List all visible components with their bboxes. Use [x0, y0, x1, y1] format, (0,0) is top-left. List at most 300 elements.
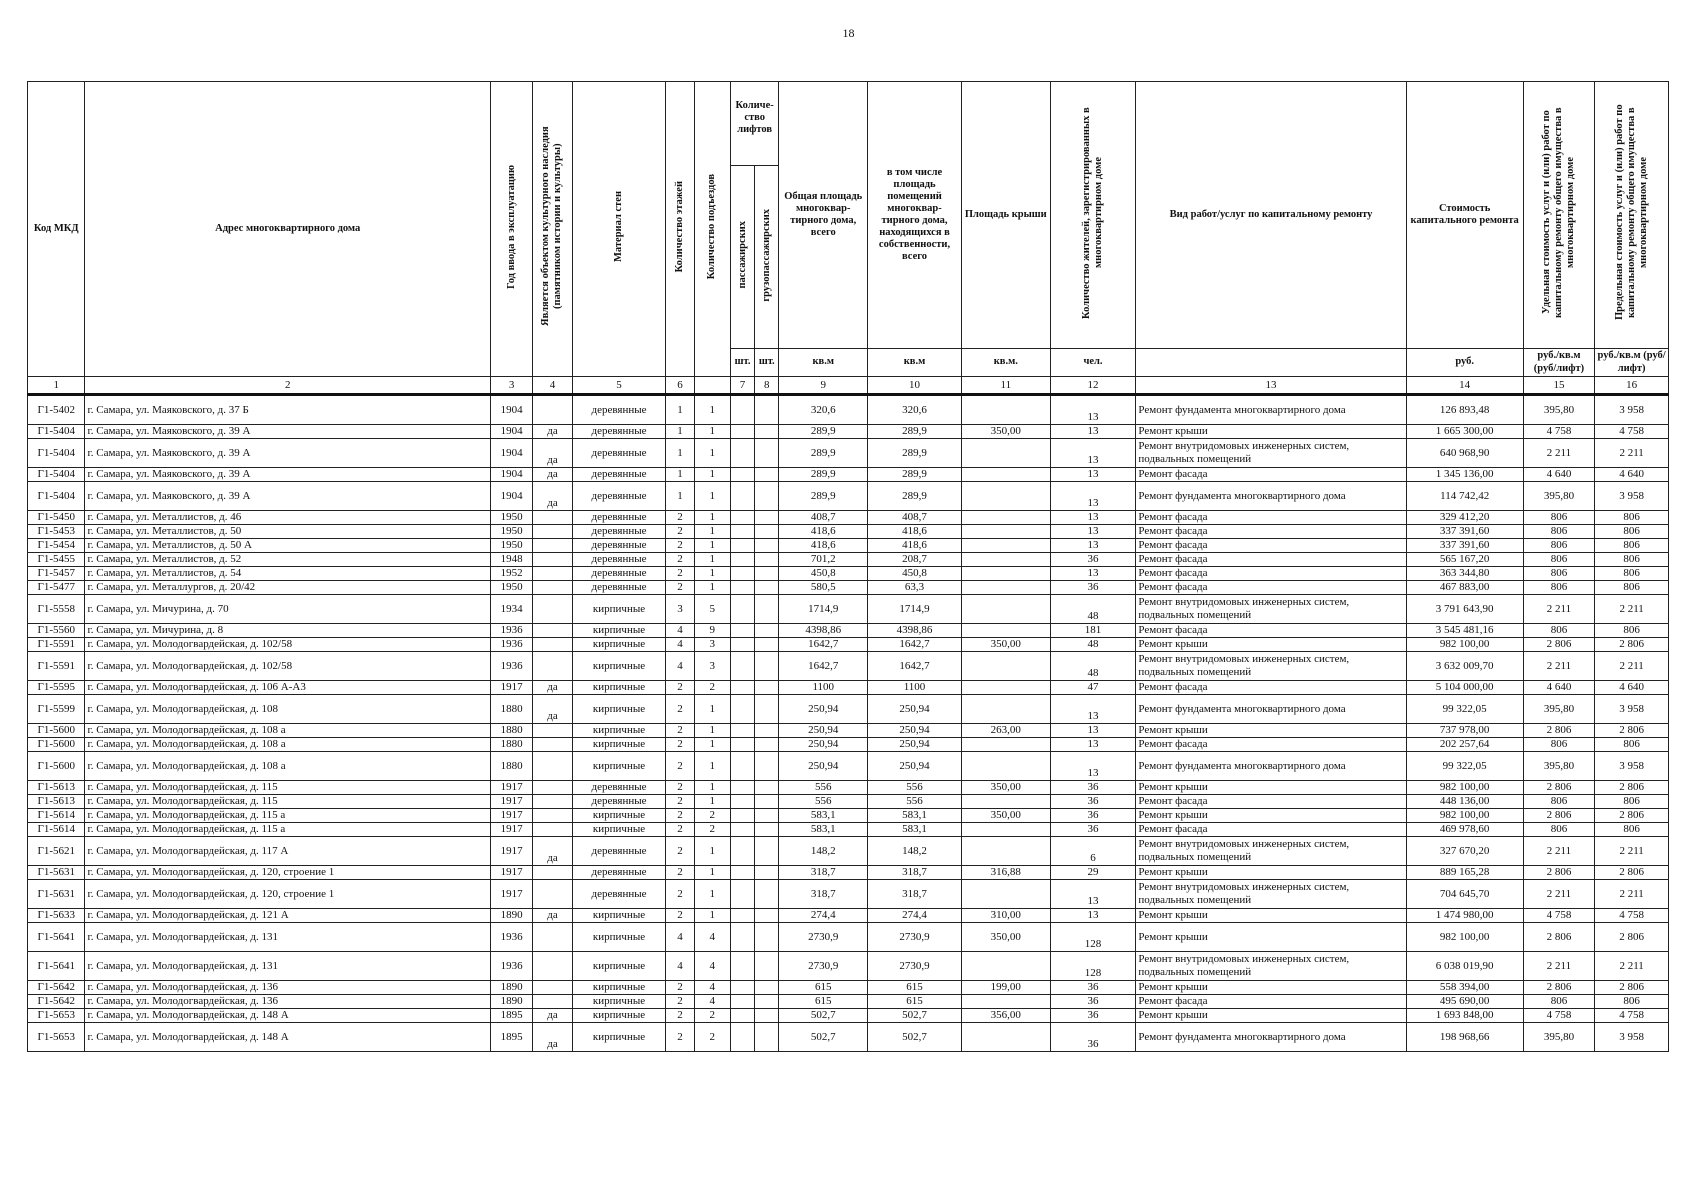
- cell-residents: 13: [1050, 752, 1136, 781]
- cell-address: г. Самара, ул. Маяковского, д. 37 Б: [85, 395, 490, 425]
- cell-roof-area: [961, 952, 1050, 981]
- cell-owned-area: 615: [868, 995, 962, 1009]
- cell-owned-area: 1714,9: [868, 595, 962, 624]
- cell-floors: 4: [666, 638, 694, 652]
- cell-code: Г1-5641: [28, 923, 85, 952]
- cell-lifts-passenger: [730, 823, 754, 837]
- cell-total-area: 502,7: [779, 1023, 868, 1052]
- cell-material: деревянные: [572, 553, 666, 567]
- cell-total-area: 250,94: [779, 724, 868, 738]
- table-row: [28, 809, 1669, 823]
- table-row: [28, 909, 1669, 923]
- cell-lifts-passenger: [730, 1023, 754, 1052]
- cell-entrances: 4: [694, 995, 730, 1009]
- cell-max-cost: 2 211: [1595, 880, 1669, 909]
- cell-address: г. Самара, ул. Металлургов, д. 20/42: [85, 581, 490, 595]
- column-number: 9: [779, 377, 868, 395]
- cell-lifts-cargo: [755, 995, 779, 1009]
- cell-lifts-passenger: [730, 624, 754, 638]
- cell-max-cost: 2 211: [1595, 595, 1669, 624]
- cell-address: г. Самара, ул. Молодогвардейская, д. 136: [85, 981, 490, 995]
- cell-roof-area: [961, 439, 1050, 468]
- cell-roof-area: [961, 624, 1050, 638]
- cell-year: 1936: [490, 624, 532, 638]
- cell-residents: 29: [1050, 866, 1136, 880]
- cell-heritage: [533, 595, 572, 624]
- cell-owned-area: 615: [868, 981, 962, 995]
- cell-owned-area: 320,6: [868, 395, 962, 425]
- cell-total-area: 289,9: [779, 439, 868, 468]
- cell-roof-area: [961, 837, 1050, 866]
- cell-cost: 337 391,60: [1406, 539, 1523, 553]
- cell-owned-area: 289,9: [868, 439, 962, 468]
- cell-total-area: 615: [779, 981, 868, 995]
- cell-address: г. Самара, ул. Молодогвардейская, д. 102/58: [85, 652, 490, 681]
- cell-entrances: 9: [694, 624, 730, 638]
- cell-heritage: да: [533, 425, 572, 439]
- unit-unit-cost: руб./кв.м (руб/лифт): [1523, 349, 1595, 377]
- cell-address: г. Самара, ул. Маяковского, д. 39 А: [85, 468, 490, 482]
- cell-year: 1952: [490, 567, 532, 581]
- cell-lifts-passenger: [730, 395, 754, 425]
- cell-lifts-passenger: [730, 567, 754, 581]
- cell-residents: 13: [1050, 439, 1136, 468]
- cell-unit-cost: 806: [1523, 823, 1595, 837]
- cell-address: г. Самара, ул. Молодогвардейская, д. 108 а: [85, 724, 490, 738]
- cell-heritage: [533, 539, 572, 553]
- cell-cost: 114 742,42: [1406, 482, 1523, 511]
- cell-roof-area: 263,00: [961, 724, 1050, 738]
- column-number: 12: [1050, 377, 1136, 395]
- cell-total-area: 2730,9: [779, 923, 868, 952]
- cell-max-cost: 2 211: [1595, 439, 1669, 468]
- cell-owned-area: 274,4: [868, 909, 962, 923]
- capital-repair-table: [27, 81, 1669, 1052]
- cell-owned-area: 318,7: [868, 866, 962, 880]
- cell-owned-area: 1642,7: [868, 652, 962, 681]
- cell-address: г. Самара, ул. Мичурина, д. 8: [85, 624, 490, 638]
- cell-total-area: 583,1: [779, 823, 868, 837]
- cell-year: 1895: [490, 1009, 532, 1023]
- cell-floors: 1: [666, 468, 694, 482]
- cell-floors: 2: [666, 880, 694, 909]
- cell-work-type: Ремонт фасада: [1136, 738, 1406, 752]
- cell-code: Г1-5642: [28, 981, 85, 995]
- cell-lifts-cargo: [755, 468, 779, 482]
- cell-total-area: 408,7: [779, 511, 868, 525]
- cell-residents: 36: [1050, 981, 1136, 995]
- cell-lifts-passenger: [730, 525, 754, 539]
- cell-cost: 704 645,70: [1406, 880, 1523, 909]
- cell-max-cost: 2 211: [1595, 837, 1669, 866]
- cell-code: Г1-5453: [28, 525, 85, 539]
- cell-unit-cost: 2 211: [1523, 837, 1595, 866]
- cell-work-type: Ремонт внутридомовых инженерных систем, подвальных помещений: [1136, 880, 1406, 909]
- cell-cost: 737 978,00: [1406, 724, 1523, 738]
- cell-code: Г1-5404: [28, 425, 85, 439]
- cell-work-type: Ремонт фасада: [1136, 795, 1406, 809]
- cell-max-cost: 2 806: [1595, 809, 1669, 823]
- column-number: 13: [1136, 377, 1406, 395]
- cell-year: 1890: [490, 981, 532, 995]
- unit-lifts-pcs-1: шт.: [730, 349, 754, 377]
- cell-material: кирпичные: [572, 695, 666, 724]
- cell-total-area: 580,5: [779, 581, 868, 595]
- cell-address: г. Самара, ул. Молодогвардейская, д. 148 А: [85, 1009, 490, 1023]
- cell-unit-cost: 2 806: [1523, 866, 1595, 880]
- cell-total-area: 289,9: [779, 482, 868, 511]
- cell-material: деревянные: [572, 539, 666, 553]
- cell-entrances: 2: [694, 681, 730, 695]
- table-row: [28, 823, 1669, 837]
- cell-entrances: 3: [694, 652, 730, 681]
- cell-year: 1880: [490, 695, 532, 724]
- cell-material: деревянные: [572, 511, 666, 525]
- cell-total-area: 502,7: [779, 1009, 868, 1023]
- cell-total-area: 1642,7: [779, 638, 868, 652]
- cell-owned-area: 289,9: [868, 482, 962, 511]
- cell-year: 1904: [490, 468, 532, 482]
- cell-lifts-cargo: [755, 553, 779, 567]
- cell-lifts-passenger: [730, 638, 754, 652]
- cell-owned-area: 2730,9: [868, 923, 962, 952]
- cell-year: 1904: [490, 425, 532, 439]
- cell-lifts-passenger: [730, 581, 754, 595]
- unit-max-cost: руб./кв.м (руб/лифт): [1595, 349, 1669, 377]
- cell-heritage: [533, 866, 572, 880]
- cell-floors: 2: [666, 567, 694, 581]
- cell-lifts-passenger: [730, 909, 754, 923]
- cell-code: Г1-5402: [28, 395, 85, 425]
- cell-roof-area: [961, 823, 1050, 837]
- table-row: [28, 724, 1669, 738]
- cell-heritage: [533, 880, 572, 909]
- cell-owned-area: 289,9: [868, 425, 962, 439]
- cell-lifts-cargo: [755, 567, 779, 581]
- cell-unit-cost: 395,80: [1523, 752, 1595, 781]
- cell-work-type: Ремонт фасада: [1136, 511, 1406, 525]
- cell-lifts-cargo: [755, 581, 779, 595]
- cell-heritage: да: [533, 468, 572, 482]
- table-row: [28, 752, 1669, 781]
- cell-address: г. Самара, ул. Металлистов, д. 46: [85, 511, 490, 525]
- cell-address: г. Самара, ул. Маяковского, д. 39 А: [85, 482, 490, 511]
- cell-floors: 2: [666, 823, 694, 837]
- cell-heritage: [533, 823, 572, 837]
- cell-lifts-passenger: [730, 809, 754, 823]
- cell-unit-cost: 395,80: [1523, 482, 1595, 511]
- cell-code: Г1-5595: [28, 681, 85, 695]
- header-work-type: Вид работ/услуг по капитальному ремонту: [1136, 82, 1406, 349]
- cell-code: Г1-5642: [28, 995, 85, 1009]
- table-row: [28, 511, 1669, 525]
- cell-entrances: 2: [694, 1009, 730, 1023]
- cell-address: г. Самара, ул. Молодогвардейская, д. 131: [85, 952, 490, 981]
- cell-material: кирпичные: [572, 909, 666, 923]
- cell-lifts-cargo: [755, 909, 779, 923]
- cell-residents: 48: [1050, 595, 1136, 624]
- cell-floors: 2: [666, 995, 694, 1009]
- cell-material: деревянные: [572, 781, 666, 795]
- unit-lifts-pcs-2: шт.: [755, 349, 779, 377]
- cell-material: деревянные: [572, 439, 666, 468]
- table-row: [28, 525, 1669, 539]
- cell-code: Г1-5477: [28, 581, 85, 595]
- cell-heritage: [533, 395, 572, 425]
- table-row: [28, 1023, 1669, 1052]
- cell-owned-area: 63,3: [868, 581, 962, 595]
- cell-roof-area: [961, 695, 1050, 724]
- cell-max-cost: 2 806: [1595, 866, 1669, 880]
- cell-material: кирпичные: [572, 624, 666, 638]
- cell-total-area: 250,94: [779, 738, 868, 752]
- cell-residents: 13: [1050, 468, 1136, 482]
- cell-lifts-passenger: [730, 923, 754, 952]
- cell-total-area: 289,9: [779, 425, 868, 439]
- cell-owned-area: 450,8: [868, 567, 962, 581]
- cell-cost: 1 665 300,00: [1406, 425, 1523, 439]
- cell-roof-area: [961, 511, 1050, 525]
- cell-entrances: 1: [694, 880, 730, 909]
- cell-work-type: Ремонт крыши: [1136, 866, 1406, 880]
- cell-lifts-cargo: [755, 511, 779, 525]
- column-number: 4: [533, 377, 572, 395]
- cell-total-area: 1100: [779, 681, 868, 695]
- cell-lifts-cargo: [755, 880, 779, 909]
- cell-lifts-cargo: [755, 1023, 779, 1052]
- cell-residents: 36: [1050, 1009, 1136, 1023]
- cell-lifts-cargo: [755, 923, 779, 952]
- cell-unit-cost: 2 211: [1523, 595, 1595, 624]
- cell-lifts-passenger: [730, 981, 754, 995]
- header-unit-cost: Удельная стоимость услуг и (или) работ по капитальному ремонту общего имущества в многоквартирном доме: [1523, 82, 1595, 349]
- cell-unit-cost: 2 806: [1523, 724, 1595, 738]
- cell-address: г. Самара, ул. Молодогвардейская, д. 108: [85, 695, 490, 724]
- cell-total-area: 148,2: [779, 837, 868, 866]
- cell-floors: 2: [666, 795, 694, 809]
- cell-unit-cost: 806: [1523, 553, 1595, 567]
- cell-code: Г1-5591: [28, 638, 85, 652]
- cell-cost: 198 968,66: [1406, 1023, 1523, 1052]
- cell-floors: 2: [666, 837, 694, 866]
- cell-unit-cost: 806: [1523, 624, 1595, 638]
- cell-code: Г1-5633: [28, 909, 85, 923]
- cell-owned-area: 148,2: [868, 837, 962, 866]
- cell-unit-cost: 806: [1523, 995, 1595, 1009]
- table-row: [28, 880, 1669, 909]
- cell-roof-area: 199,00: [961, 981, 1050, 995]
- cell-material: кирпичные: [572, 738, 666, 752]
- cell-cost: 982 100,00: [1406, 638, 1523, 652]
- cell-max-cost: 3 958: [1595, 752, 1669, 781]
- cell-work-type: Ремонт фундамента многоквартирного дома: [1136, 695, 1406, 724]
- cell-entrances: 1: [694, 553, 730, 567]
- cell-code: Г1-5621: [28, 837, 85, 866]
- cell-code: Г1-5455: [28, 553, 85, 567]
- cell-residents: 47: [1050, 681, 1136, 695]
- cell-lifts-passenger: [730, 511, 754, 525]
- unit-work-type-empty: [1136, 349, 1406, 377]
- cell-owned-area: 408,7: [868, 511, 962, 525]
- header-max-cost: Предельная стоимость услуг и (или) работ по капитальному ремонту общего имущества в многоквартирном доме: [1595, 82, 1669, 349]
- cell-code: Г1-5600: [28, 738, 85, 752]
- cell-work-type: Ремонт крыши: [1136, 809, 1406, 823]
- cell-entrances: 1: [694, 781, 730, 795]
- cell-unit-cost: 2 211: [1523, 952, 1595, 981]
- table-body: [28, 395, 1669, 1052]
- cell-residents: 13: [1050, 880, 1136, 909]
- table-row: [28, 439, 1669, 468]
- cell-residents: 128: [1050, 923, 1136, 952]
- cell-lifts-cargo: [755, 952, 779, 981]
- cell-material: деревянные: [572, 581, 666, 595]
- cell-floors: 2: [666, 781, 694, 795]
- cell-heritage: [533, 511, 572, 525]
- cell-roof-area: [961, 595, 1050, 624]
- cell-floors: 2: [666, 681, 694, 695]
- cell-heritage: [533, 525, 572, 539]
- cell-floors: 3: [666, 595, 694, 624]
- cell-owned-area: 418,6: [868, 539, 962, 553]
- cell-lifts-cargo: [755, 752, 779, 781]
- cell-unit-cost: 806: [1523, 581, 1595, 595]
- cell-address: г. Самара, ул. Маяковского, д. 39 А: [85, 425, 490, 439]
- cell-entrances: 1: [694, 525, 730, 539]
- cell-lifts-cargo: [755, 595, 779, 624]
- cell-total-area: 418,6: [779, 525, 868, 539]
- cell-roof-area: [961, 525, 1050, 539]
- cell-year: 1950: [490, 511, 532, 525]
- cell-lifts-passenger: [730, 795, 754, 809]
- cell-lifts-passenger: [730, 866, 754, 880]
- table-row: [28, 981, 1669, 995]
- cell-year: 1895: [490, 1023, 532, 1052]
- cell-year: 1917: [490, 681, 532, 695]
- cell-code: Г1-5591: [28, 652, 85, 681]
- cell-roof-area: [961, 581, 1050, 595]
- cell-material: кирпичные: [572, 1023, 666, 1052]
- cell-residents: 13: [1050, 525, 1136, 539]
- cell-heritage: да: [533, 1023, 572, 1052]
- cell-heritage: да: [533, 837, 572, 866]
- cell-entrances: 4: [694, 981, 730, 995]
- header-roof-area: Площадь крыши: [961, 82, 1050, 349]
- cell-total-area: 1714,9: [779, 595, 868, 624]
- header-entrances: Количество подъездов: [694, 82, 730, 377]
- table-row: [28, 425, 1669, 439]
- cell-unit-cost: 395,80: [1523, 695, 1595, 724]
- cell-owned-area: 556: [868, 795, 962, 809]
- cell-residents: 36: [1050, 581, 1136, 595]
- cell-max-cost: 806: [1595, 525, 1669, 539]
- cell-floors: 1: [666, 425, 694, 439]
- cell-address: г. Самара, ул. Молодогвардейская, д. 120, строение 1: [85, 880, 490, 909]
- cell-max-cost: 2 211: [1595, 652, 1669, 681]
- cell-roof-area: [961, 752, 1050, 781]
- cell-owned-area: 318,7: [868, 880, 962, 909]
- table-row: [28, 553, 1669, 567]
- cell-lifts-cargo: [755, 539, 779, 553]
- cell-year: 1904: [490, 439, 532, 468]
- cell-owned-area: 418,6: [868, 525, 962, 539]
- unit-total-area: кв.м: [779, 349, 868, 377]
- cell-cost: 982 100,00: [1406, 923, 1523, 952]
- cell-total-area: 450,8: [779, 567, 868, 581]
- cell-work-type: Ремонт крыши: [1136, 724, 1406, 738]
- cell-total-area: 289,9: [779, 468, 868, 482]
- cell-work-type: Ремонт фасада: [1136, 624, 1406, 638]
- header-lifts: Количе-ство лифтов: [730, 82, 778, 166]
- cell-lifts-cargo: [755, 439, 779, 468]
- cell-address: г. Самара, ул. Металлистов, д. 54: [85, 567, 490, 581]
- cell-max-cost: 2 806: [1595, 781, 1669, 795]
- cell-address: г. Самара, ул. Металлистов, д. 52: [85, 553, 490, 567]
- cell-entrances: 1: [694, 425, 730, 439]
- unit-roof-area: кв.м.: [961, 349, 1050, 377]
- cell-address: г. Самара, ул. Молодогвардейская, д. 136: [85, 995, 490, 1009]
- cell-floors: 2: [666, 981, 694, 995]
- cell-address: г. Самара, ул. Молодогвардейская, д. 108 а: [85, 738, 490, 752]
- cell-residents: 13: [1050, 482, 1136, 511]
- cell-total-area: 318,7: [779, 880, 868, 909]
- cell-unit-cost: 806: [1523, 795, 1595, 809]
- cell-entrances: 1: [694, 724, 730, 738]
- cell-unit-cost: 2 211: [1523, 439, 1595, 468]
- cell-entrances: 1: [694, 795, 730, 809]
- cell-work-type: Ремонт крыши: [1136, 923, 1406, 952]
- cell-max-cost: 806: [1595, 738, 1669, 752]
- cell-heritage: [533, 981, 572, 995]
- cell-max-cost: 806: [1595, 511, 1669, 525]
- cell-lifts-cargo: [755, 795, 779, 809]
- cell-unit-cost: 806: [1523, 525, 1595, 539]
- header-year: Год ввода в эксплуатацию: [490, 82, 532, 377]
- cell-address: г. Самара, ул. Молодогвардейская, д. 108 а: [85, 752, 490, 781]
- cell-code: Г1-5600: [28, 724, 85, 738]
- cell-total-area: 274,4: [779, 909, 868, 923]
- cell-code: Г1-5404: [28, 439, 85, 468]
- cell-material: деревянные: [572, 866, 666, 880]
- cell-floors: 2: [666, 525, 694, 539]
- cell-lifts-passenger: [730, 425, 754, 439]
- cell-entrances: 3: [694, 638, 730, 652]
- cell-lifts-passenger: [730, 952, 754, 981]
- cell-year: 1890: [490, 995, 532, 1009]
- cell-material: кирпичные: [572, 752, 666, 781]
- cell-cost: 126 893,48: [1406, 395, 1523, 425]
- cell-floors: 2: [666, 724, 694, 738]
- cell-material: кирпичные: [572, 923, 666, 952]
- table-row: [28, 952, 1669, 981]
- cell-heritage: да: [533, 439, 572, 468]
- cell-code: Г1-5653: [28, 1009, 85, 1023]
- cell-work-type: Ремонт фасада: [1136, 995, 1406, 1009]
- cell-year: 1948: [490, 553, 532, 567]
- cell-roof-area: [961, 995, 1050, 1009]
- unit-cost: руб.: [1406, 349, 1523, 377]
- cell-heritage: [533, 652, 572, 681]
- cell-roof-area: 316,88: [961, 866, 1050, 880]
- cell-total-area: 1642,7: [779, 652, 868, 681]
- cell-roof-area: [961, 482, 1050, 511]
- cell-max-cost: 806: [1595, 539, 1669, 553]
- cell-roof-area: [961, 567, 1050, 581]
- cell-residents: 13: [1050, 425, 1136, 439]
- cell-residents: 128: [1050, 952, 1136, 981]
- cell-code: Г1-5613: [28, 795, 85, 809]
- cell-code: Г1-5600: [28, 752, 85, 781]
- cell-cost: 327 670,20: [1406, 837, 1523, 866]
